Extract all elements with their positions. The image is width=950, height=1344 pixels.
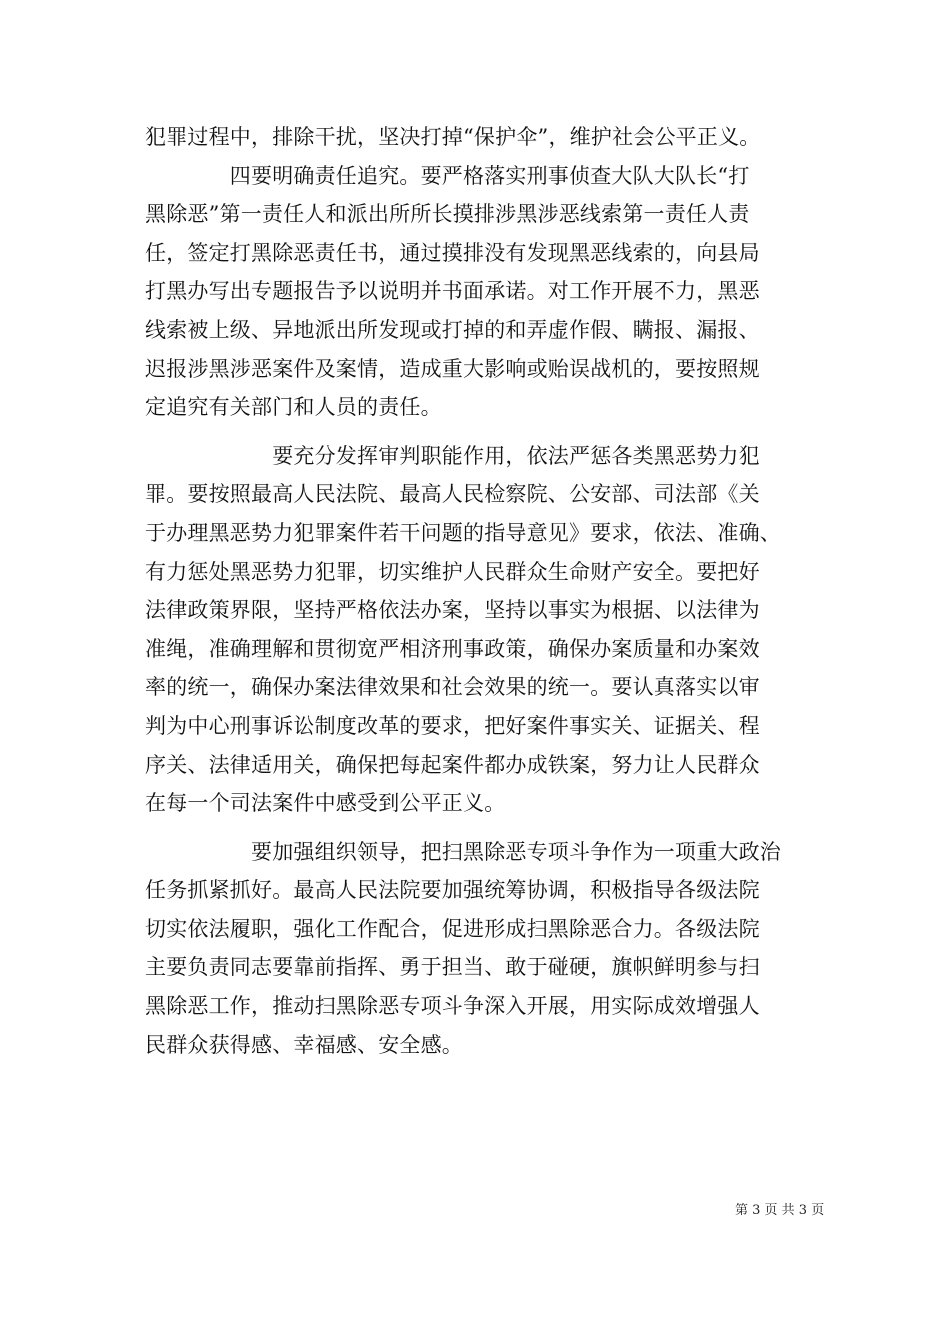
text-line: 黑除恶工作，推动扫黑除恶专项斗争深入开展，用实际成效增强人 [145, 994, 760, 1019]
body-text [145, 118, 813, 1064]
text-line: 黑除恶”第一责任人和派出所所长摸排涉黑涉恶线索第一责任人责 [145, 202, 750, 227]
page-number: 第 3 页 共 3 页 [735, 1203, 825, 1218]
text-line: 四要明确责任追究。要严格落实刑事侦查大队大队长“打 [145, 163, 750, 188]
text-line: 迟报涉黑涉恶案件及案情，造成重大影响或贻误战机的，要按照规 [145, 356, 760, 381]
text-line: 判为中心刑事诉讼制度改革的要求，把好案件事实关、证据关、程 [145, 713, 760, 738]
text-line: 于办理黑恶势力犯罪案件若干问题的指导意见》要求，依法、准确、 [145, 520, 781, 545]
text-line: 民群众获得感、幸福感、安全感。 [145, 1032, 463, 1057]
text-line: 要加强组织领导，把扫黑除恶专项斗争作为一项重大政治 [145, 839, 781, 864]
text-line: 打黑办写出专题报告予以说明并书面承诺。对工作开展不力，黑恶 [145, 279, 760, 304]
text-line: 序关、法律适用关，确保把每起案件都办成铁案，努力让人民群众 [145, 752, 760, 777]
text-line: 准绳，准确理解和贯彻宽严相济刑事政策，确保办案质量和办案效 [145, 636, 760, 661]
text-line: 有力惩处黑恶势力犯罪，切实维护人民群众生命财产安全。要把好 [145, 559, 760, 584]
text-line: 任，签定打黑除恶责任书，通过摸排没有发现黑恶线索的，向县局 [145, 240, 760, 265]
text-line: 要充分发挥审判职能作用，依法严惩各类黑恶势力犯 [145, 443, 760, 468]
text-line: 法律政策界限，坚持严格依法办案，坚持以事实为根据、以法律为 [145, 598, 760, 623]
text-line: 犯罪过程中，排除干扰，坚决打掉“保护伞”，维护社会公平正义。 [145, 125, 761, 149]
text-line: 任务抓紧抓好。最高人民法院要加强统筹协调，积极指导各级法院 [145, 878, 760, 903]
text-line: 罪。要按照最高人民法院、最高人民检察院、公安部、司法部《关 [145, 482, 760, 507]
text-line: 在每一个司法案件中感受到公平正义。 [145, 791, 506, 816]
text-line: 线索被上级、异地派出所发现或打掉的和弄虚作假、瞒报、漏报、 [145, 317, 760, 342]
text-line: 率的统一，确保办案法律效果和社会效果的统一。要认真落实以审 [145, 675, 760, 700]
paragraph-gap [145, 427, 813, 437]
paragraph-gap [145, 823, 813, 833]
text-line: 切实依法履职，强化工作配合，促进形成扫黑除恶合力。各级法院 [145, 916, 760, 941]
text-line: 定追究有关部门和人员的责任。 [145, 395, 442, 420]
text-line: 主要负责同志要靠前指挥、勇于担当、敢于碰硬，旗帜鲜明参与扫 [145, 955, 760, 980]
